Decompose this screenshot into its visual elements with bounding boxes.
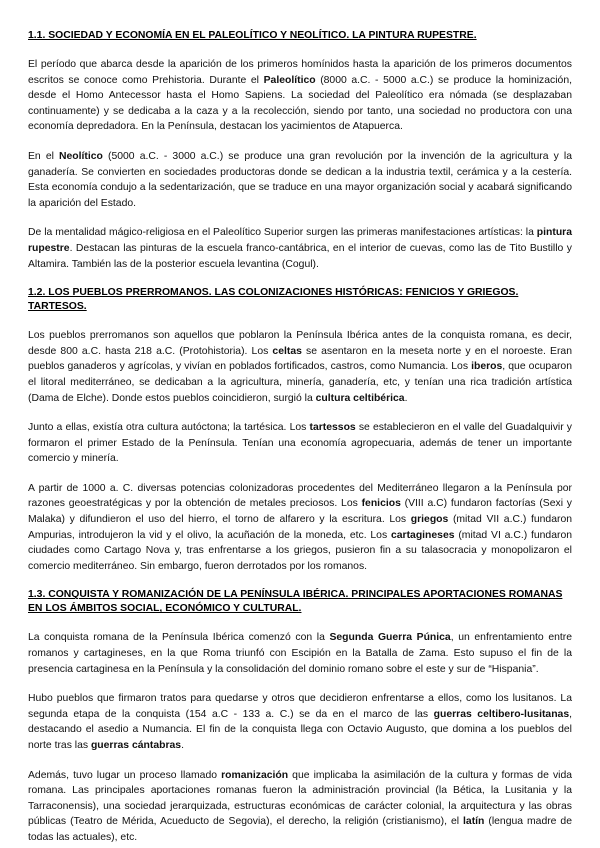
section-3-paragraph-2: Hubo pueblos que firmaron tratos para quedarse y otros que decidieron enfrentarse a ellos, como los lusitanos. La segunda etapa de la conquista (154 a.C - 133 a. C.) se da en el marco de las guerras celtibero-lusitanas, destacando el asedio a Numancia. El fin de la conquista llega con Octavio Augusto, que domina a los pueblos del norte tras las guerras cántabras. xyxy=(28,693,572,751)
section-1-paragraph-2: En el Neolítico (5000 a.C. - 3000 a.C.) se produce una gran revolución por la invención de la agricultura y la ganadería. Se convierten en sociedades productoras donde se dedican a la industria textil, cerámica y a la cestería. Esta economía condujo a la sedentarización, que se traduce en una mayor organización social y acabará significando la aparición del Estado. xyxy=(28,150,572,209)
section-3-paragraph-1: La conquista romana de la Península Ibérica comenzó con la Segunda Guerra Púnica, un enfrentamiento entre romanos y cartagineses, en la que Roma triunfó con Escipión en la Batalla de Zama. Esto supuso el fin de la presencia cartaginesa en la Península y la consolidación del dominio romano sobre el este y sur de “Hispania”. xyxy=(28,632,573,675)
section-3-paragraph-3: Además, tuvo lugar un proceso llamado romanización que implicaba la asimilación de la cultura y formas de vida romana. Las principales aportaciones romanas fueron la administración provincial (la Bética, la Lusitania y la Tarraconensis), una sociedad jerarquizada, estructuras económicas de carácter colonial, la arquitectura y las obras públicas (Teatro de Mérida, Acueducto de Segovia), el derecho, la religión (cristianismo), el latín (lengua madre de todas las actuales), etc. xyxy=(28,769,573,843)
section-2-heading: 1.2. LOS PUEBLOS PRERROMANOS. LAS COLONIZACIONES HISTÓRICAS: FENICIOS Y GRIEGOS. TARTESOS. xyxy=(28,287,519,313)
section-2-paragraph-1: Los pueblos prerromanos son aquellos que poblaron la Península Ibérica antes de la conquista romana, es decir, desde 800 a.C. hasta 218 a.C. (Protohistoria). Los celtas se asentaron en la meseta norte y en el noroeste. Eran pueblos ganaderos y agrícolas, y vivían en poblados fortificados, castros, como Numancia. Los iberos, que ocuparon el litoral mediterráneo, se dedicaban a la agricultura, minería, ganadería, etc, y tenían una rica tradición artística (Dama de Elche). Donde estos pueblos coincidieron, surgió la cultura celtibérica. xyxy=(28,330,572,404)
section-2-paragraph-2: Junto a ellas, existía otra cultura autóctona; la tartésica. Los tartessos se establecieron en el valle del Guadalquivir y formaron el primer Estado de la Península. Tenían una economía agropecuaria, además de tener un importante comercio y minería. xyxy=(28,422,572,465)
section-1-heading: 1.1. SOCIEDAD Y ECONOMÍA EN EL PALEOLÍTICO Y NEOLÍTICO. LA PINTURA RUPESTRE. xyxy=(28,30,477,41)
section-1-paragraph-1: El período que abarca desde la aparición de los primeros homínidos hasta la aparición de los primeros documentos escritos se conoce como Prehistoria. Durante el Paleolítico (8000 a.C. - 5000 a.C.) se produce la hominización, desde el Homo Antecessor hasta el Homo Sapiens. La sociedad del Paleolítico era nómada (se desplazaban continuamente) y se dedicaba a la caza y a la recolección, siendo por tanto, una sociedad no productora con una economía depredadora. En la Península, destacan los yacimientos de Atapuerca. xyxy=(28,59,572,133)
section-1-paragraph-3: De la mentalidad mágico-religiosa en el Paleolítico Superior surgen las primeras manifestaciones artísticas: la pintura rupestre. Destacan las pinturas de la escuela franco-cantábrica, en el interior de cuevas, como las de Tito Bustillo y Altamira. También las de la posterior escuela levantina (Cogul). xyxy=(28,227,572,270)
section-3-heading: 1.3. CONQUISTA Y ROMANIZACIÓN DE LA PENÍNSULA IBÉRICA. PRINCIPALES APORTACIONES ROMANAS EN LOS ÁMBITOS SOCIAL, ECONÓMICO Y CULTURAL. xyxy=(28,589,563,615)
section-2-paragraph-3: A partir de 1000 a. C. diversas potencias colonizadoras procedentes del Mediterráneo llegaron a la Península por razones geoestratégicas y por la obtención de metales preciosos. Los fenicios (VIII a.C) fundaron factorías (Sexi y Malaka) y difundieron el uso del hierro, el torno de alfarero y la escritura. Los griegos (mitad VII a.C.) fundaron Ampurias, introdujeron la vid y el olivo, la acuñación de la moneda, etc. Los cartagineses (mitad VI a.C.) fundaron ciudades como Cartago Nova y, tras enfrentarse a los griegos, pusieron fin a su talasocracia y monopolizaron el comercio mediterráneo. Sin embargo, fueron derrotados por los romanos. xyxy=(28,482,573,572)
